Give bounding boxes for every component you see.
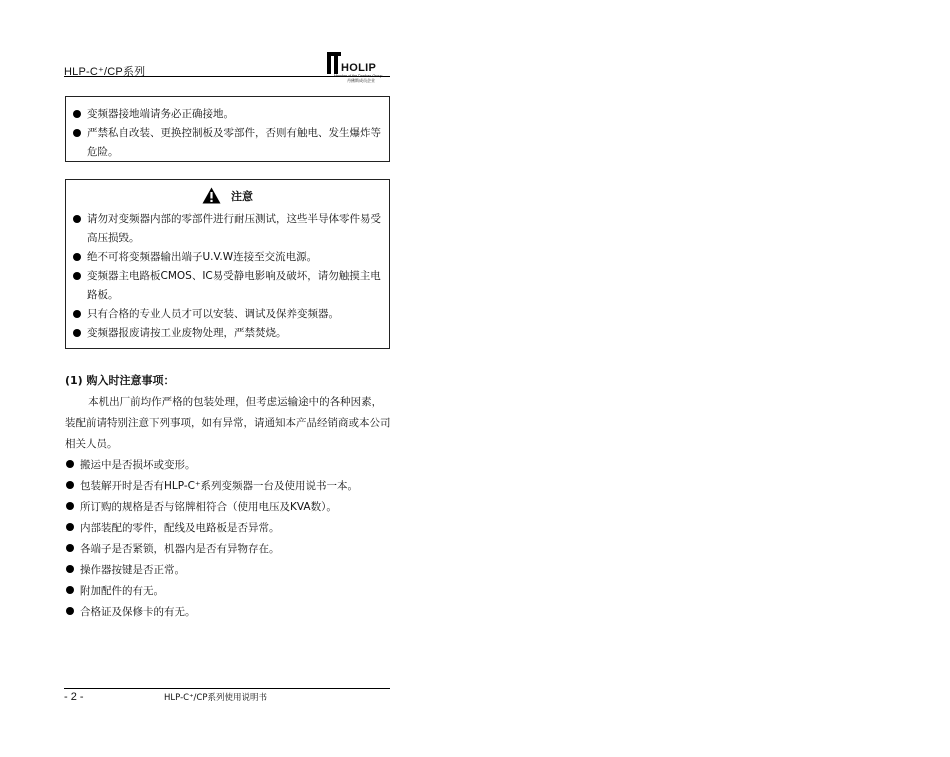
list-item [72,324,383,343]
checklist-item-text: 合格证及保修卡的有无。 [80,606,196,618]
bullet-icon [66,565,74,573]
header-series-title: HLP-C⁺/CP系列 [64,66,146,78]
page-header [64,50,390,83]
list-item [65,476,391,497]
caution-notice-box [65,179,390,349]
bullet-icon [73,110,81,118]
danger-notice-box [65,96,390,162]
bullet-icon [73,253,81,261]
bullet-icon [66,481,74,489]
page-footer [64,688,390,708]
caution-item-text: 变频器主电路板CMOS、IC易受静电影响及破坏，请勿触摸主电路板。 [87,270,381,301]
list-item [65,497,391,518]
list-item [72,105,383,124]
warning-triangle-icon [202,187,221,204]
danger-list [72,105,383,162]
caution-heading [72,184,383,210]
bullet-icon [66,523,74,531]
bullet-icon [66,502,74,510]
list-item [65,602,391,623]
holip-logo [327,50,390,83]
bullet-icon [73,310,81,318]
checklist-item-text: 操作器按键是否正常。 [80,564,185,576]
list-item [72,267,383,305]
list-item [72,248,383,267]
list-item [65,539,391,560]
holip-logo-icon [327,52,341,74]
list-item [72,210,383,248]
caution-item-text: 绝不可将变频器输出端子U.V.W连接至交流电源。 [87,251,318,263]
list-item [72,305,383,324]
footer-doc-title: HLP-C⁺/CP系列使用说明书 [164,693,267,703]
bullet-icon [73,215,81,223]
logo-subtitle-cn: 丹佛斯成员企业 [347,78,375,83]
caution-list [72,210,383,343]
section-paragraph: 本机出厂前均作严格的包装处理，但考虑运输途中的各种因素，装配前请特别注意下列事项，如有异常，请通知本产品经销商或本公司相关人员。 [65,396,391,450]
checklist-item-text: 搬运中是否损坏或变形。 [80,459,196,471]
page-number: - 2 - [64,691,84,703]
list-item [65,581,391,602]
bullet-icon [66,460,74,468]
list-item [65,518,391,539]
danger-item-text: 严禁私自改装、更换控制板及零部件，否则有触电、发生爆炸等危险。 [87,127,381,158]
bullet-icon [73,272,81,280]
caution-item-text: 只有合格的专业人员才可以安装、调试及保养变频器。 [87,308,339,320]
list-item [72,124,383,162]
bullet-icon [66,544,74,552]
purchase-notes-section [65,372,391,623]
danger-item-text: 变频器接地端请务必正确接地。 [87,108,234,120]
caution-item-text: 请勿对变频器内部的零部件进行耐压测试，这些半导体零件易受高压损毁。 [87,213,381,244]
bullet-icon [66,586,74,594]
footer-divider [64,688,390,689]
caution-title: 注意 [231,190,253,203]
logo-subtitle-en: Member of the Danfoss Group [334,74,383,78]
checklist-item-text: 各端子是否紧锁，机器内是否有异物存在。 [80,543,280,555]
list-item [65,455,391,476]
section-heading: (1) 购入时注意事项： [65,374,175,387]
checklist-item-text: 包装解开时是否有HLP-C⁺系列变频器一台及使用说书一本。 [80,480,359,492]
bullet-icon [73,329,81,337]
checklist-item-text: 附加配件的有无。 [80,585,164,597]
bullet-icon [66,607,74,615]
checklist-item-text: 所订购的规格是否与铭牌相符合（使用电压及KVA数）。 [80,501,337,513]
caution-item-text: 变频器报废请按工业废物处理，严禁焚烧。 [87,327,287,339]
purchase-checklist [65,455,391,623]
checklist-item-text: 内部装配的零件，配线及电路板是否异常。 [80,522,280,534]
logo-wordmark: HOLIP [341,62,377,74]
list-item [65,560,391,581]
bullet-icon [73,129,81,137]
